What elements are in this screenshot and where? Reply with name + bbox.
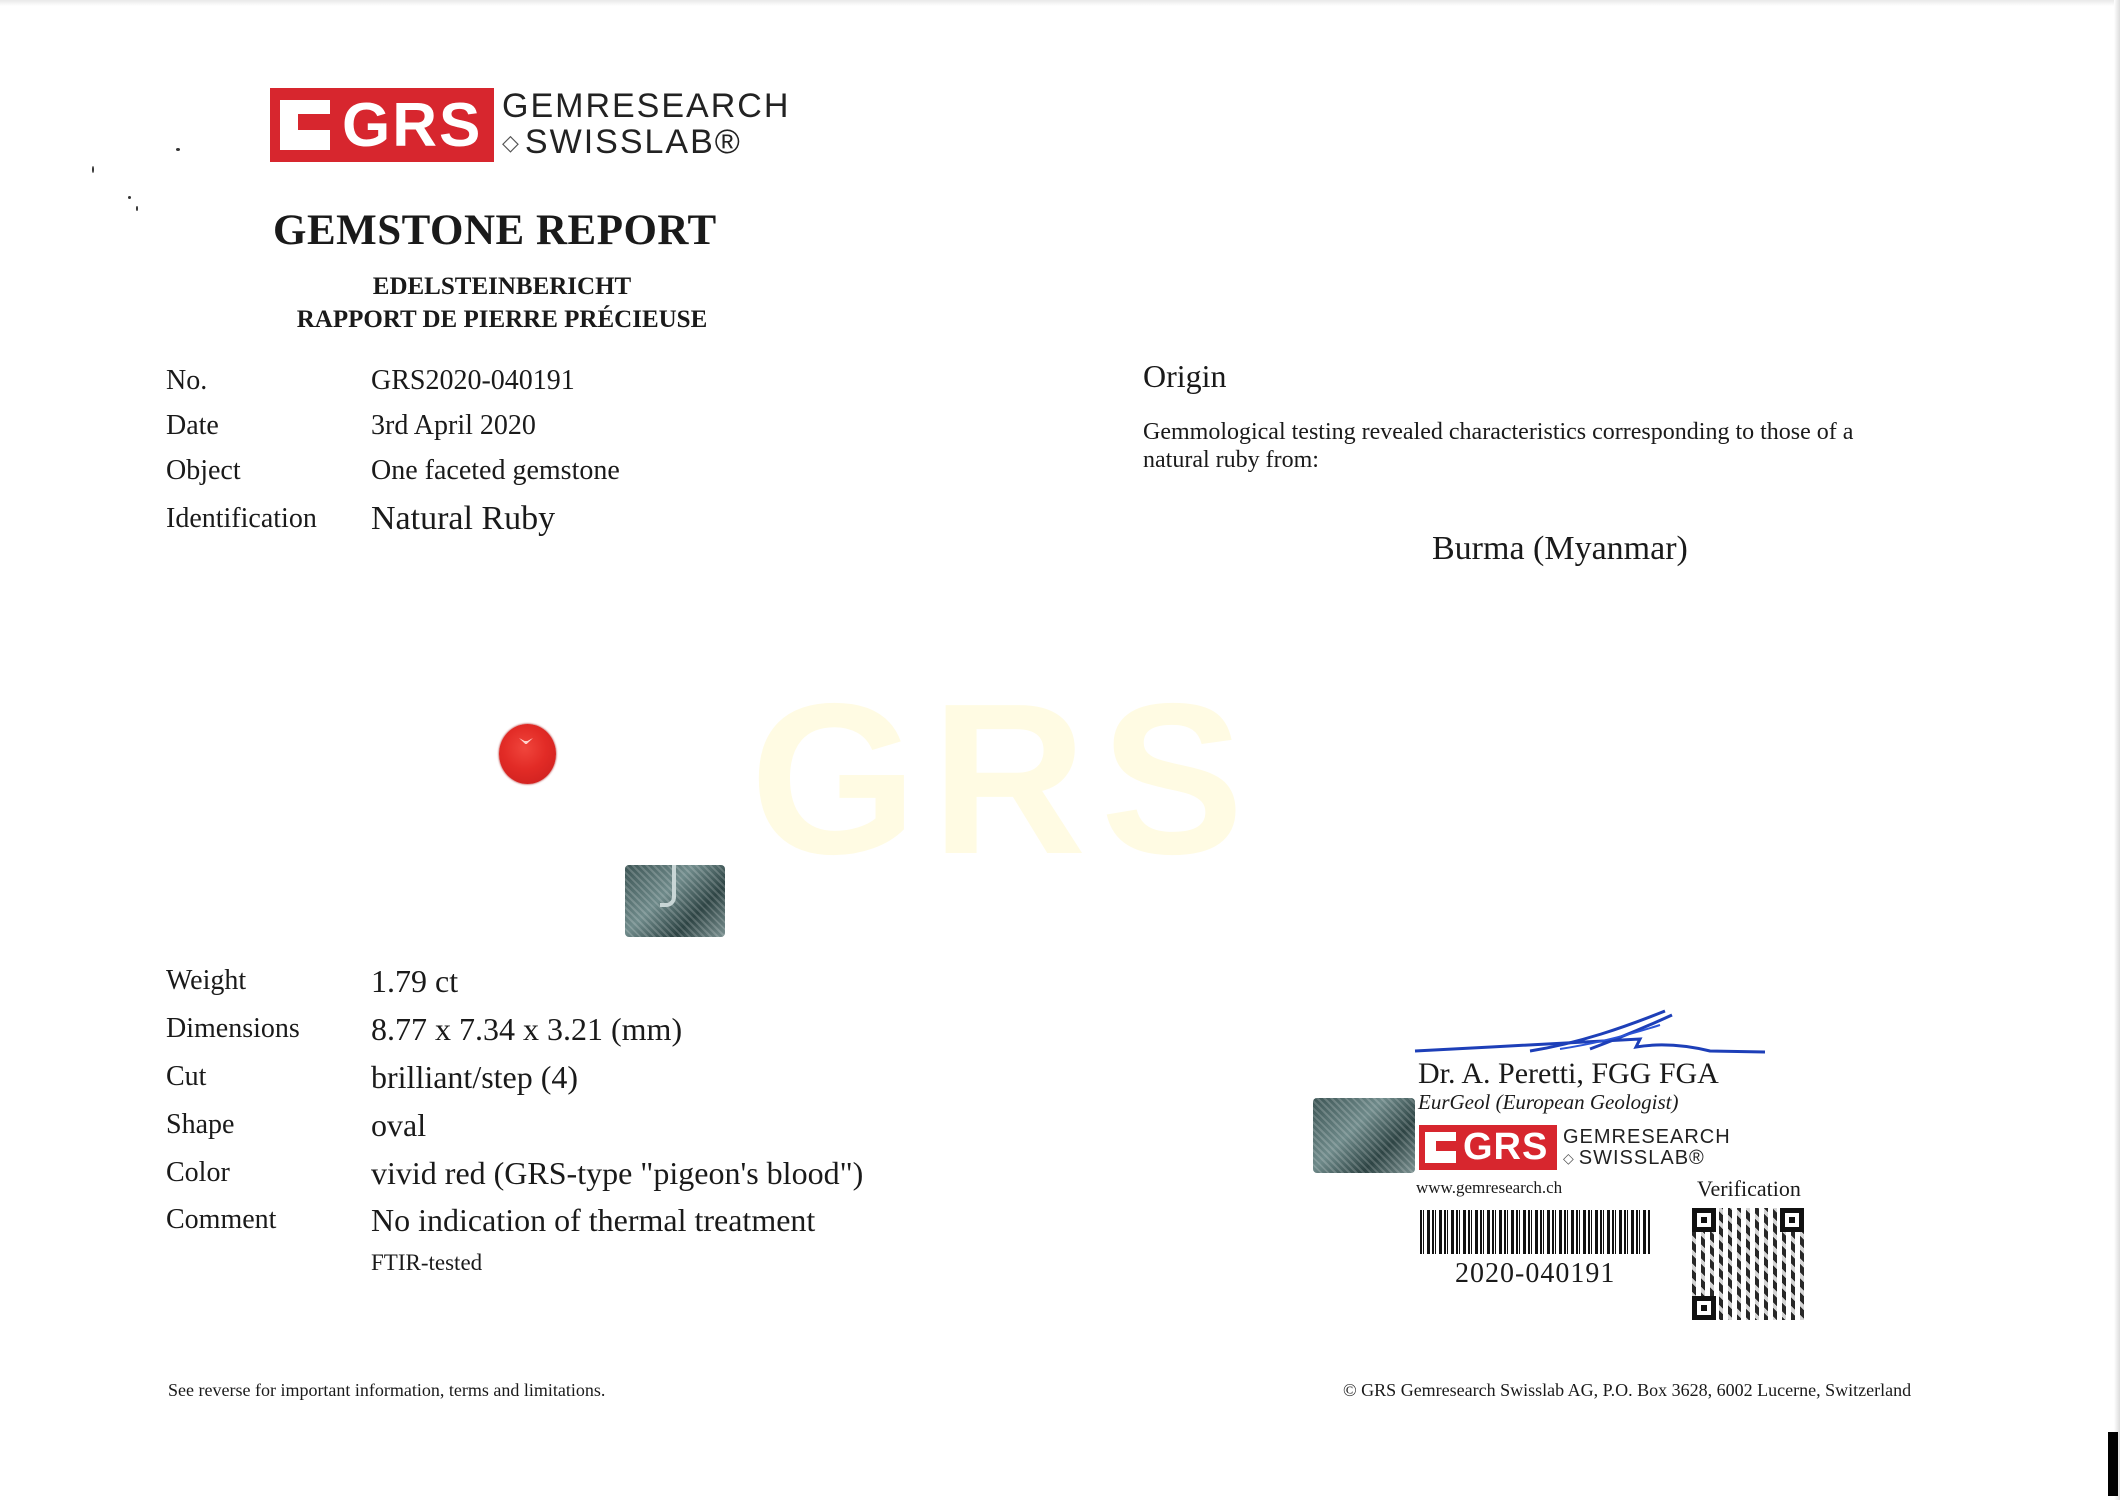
logo-badge (270, 88, 494, 162)
diamond-icon: ◇ (502, 130, 521, 156)
scan-edge-top (0, 0, 2120, 6)
origin-place: Burma (Myanmar) (1432, 530, 1688, 567)
speck (176, 148, 180, 151)
speck (92, 166, 94, 173)
field-label-dimensions: Dimensions (166, 1013, 300, 1044)
verification-label: Verification (1697, 1176, 1801, 1201)
logo-letters-small: GRS (1463, 1126, 1549, 1168)
verification-qr-code[interactable] (1692, 1208, 1804, 1320)
qr-finder (1692, 1296, 1716, 1320)
field-value-cut: brilliant/step (4) (371, 1059, 579, 1095)
report-subtitle-de: EDELSTEINBERICHT (372, 273, 632, 300)
field-label-color: Color (166, 1157, 230, 1188)
origin-heading: Origin (1143, 358, 1227, 394)
speck (136, 206, 138, 211)
field-value-shape: oval (371, 1107, 427, 1143)
grs-logo (270, 88, 790, 162)
origin-text: Gemmological testing revealed characteristics corresponding to those of a natural ruby from: (1143, 419, 1854, 474)
signatory-title: EurGeol (European Geologist) (1418, 1090, 1679, 1114)
qr-finder (1692, 1208, 1716, 1232)
field-label-object: Object (166, 455, 241, 486)
logo-letters: GRS (342, 90, 483, 160)
security-hologram (625, 865, 725, 937)
logo-line1: GEMRESEARCH (502, 87, 791, 126)
ruby-photo (499, 724, 556, 784)
report-title: GEMSTONE REPORT (273, 207, 717, 254)
footer-copyright: © GRS Gemresearch Swisslab AG, P.O. Box 3628, 6002 Lucerne, Switzerland (1343, 1380, 1912, 1400)
logo-wordmark-small (1563, 1127, 1731, 1169)
field-label-no: No. (166, 365, 208, 396)
field-value-color: vivid red (GRS-type "pigeon's blood") (371, 1155, 864, 1191)
qr-finder (1780, 1208, 1804, 1232)
field-value-no: GRS2020-040191 (371, 365, 575, 396)
website-link[interactable]: www.gemresearch.ch (1416, 1178, 1563, 1197)
swiss-flag-icon (280, 100, 330, 150)
scan-edge-right (2114, 0, 2120, 1500)
logo-line2: SWISSLAB® (524, 123, 742, 161)
field-label-date: Date (166, 410, 219, 441)
footer-disclaimer: See reverse for important information, terms and limitations. (168, 1380, 606, 1400)
field-label-weight: Weight (166, 965, 247, 996)
field-label-cut: Cut (166, 1061, 207, 1092)
logo-line2-small: SWISSLAB® (1578, 1146, 1705, 1169)
scan-mark (2108, 1432, 2118, 1496)
field-label-shape: Shape (166, 1109, 235, 1140)
barcode-number: 2020-040191 (1455, 1258, 1616, 1289)
field-value-comment: No indication of thermal treatment (371, 1202, 816, 1238)
field-value-date: 3rd April 2020 (371, 410, 536, 441)
swiss-flag-icon (1425, 1132, 1456, 1163)
field-value-weight: 1.79 ct (371, 963, 459, 999)
barcode (1420, 1210, 1650, 1254)
signature-hologram (1313, 1098, 1415, 1173)
diamond-icon: ◇ (1563, 1149, 1575, 1166)
field-value-object: One faceted gemstone (371, 455, 620, 486)
grs-logo-small (1419, 1125, 1731, 1170)
speck (128, 196, 131, 199)
field-label-comment: Comment (166, 1204, 277, 1235)
logo-badge-small (1419, 1125, 1557, 1170)
signature (1410, 1003, 1770, 1063)
field-label-identification: Identification (166, 503, 317, 534)
field-value-identification: Natural Ruby (371, 500, 556, 537)
logo-wordmark (502, 89, 790, 160)
field-note-comment: FTIR-tested (371, 1250, 483, 1275)
field-value-dimensions: 8.77 x 7.34 x 3.21 (mm) (371, 1011, 683, 1047)
report-subtitle-fr: RAPPORT DE PIERRE PRÉCIEUSE (296, 306, 708, 333)
logo-line1-small: GEMRESEARCH (1563, 1125, 1731, 1148)
grs-watermark: GRS (750, 658, 1258, 899)
signatory-name: Dr. A. Peretti, FGG FGA (1418, 1057, 1719, 1090)
